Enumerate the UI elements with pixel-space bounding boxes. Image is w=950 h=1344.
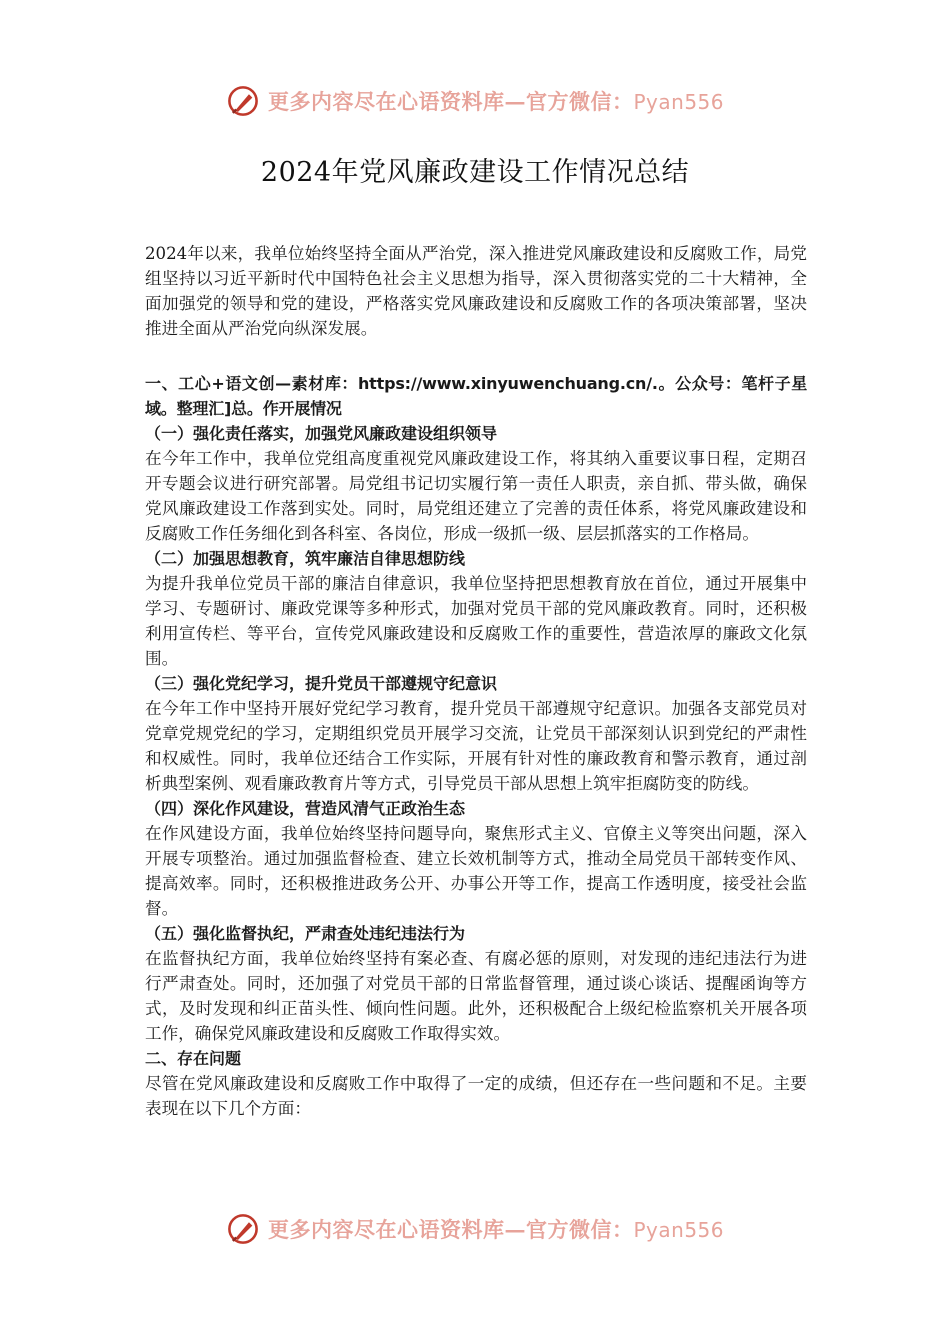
pen-nib-logo-icon xyxy=(226,1212,260,1246)
document-title: 2024年党风廉政建设工作情况总结 xyxy=(260,157,690,188)
watermark-text xyxy=(268,86,724,116)
watermark-id: Pyan556 xyxy=(633,1218,724,1242)
item-5-heading: （五）强化监督执纪，严肃查处违纪违法行为 xyxy=(145,924,466,943)
watermark-label: 更多内容尽在心语资料库—官方微信： xyxy=(267,1217,634,1242)
item-4-body: 在作风建设方面，我单位始终坚持问题导向，聚焦形式主义、官僚主义等突出问题，深入开展专项整治。通过加强监督检查、建立长效机制等方式，推动全局党员干部转变作风、提高效率。同时，还积极推进政务公开、办事公开等工作，提高工作透明度，接受社会监督。 xyxy=(145,824,807,918)
watermark-footer xyxy=(0,1212,950,1246)
watermark-text xyxy=(268,1214,724,1244)
watermark-header xyxy=(0,84,950,118)
item-1-heading: （一）强化责任落实，加强党风廉政建设组织领导 xyxy=(145,424,498,443)
item-2-body: 为提升我单位党员干部的廉洁自律意识，我单位坚持把思想教育放在首位，通过开展集中学习、专题研讨、廉政党课等多种形式，加强对党员干部的党风廉政教育。同时，还积极利用宣传栏、等平台，宣传党风廉政建设和反腐败工作的重要性，营造浓厚的廉政文化氛围。 xyxy=(145,574,807,668)
watermark-label: 更多内容尽在心语资料库—官方微信： xyxy=(267,89,634,114)
item-1-body: 在今年工作中，我单位党组高度重视党风廉政建设工作，将其纳入重要议事日程，定期召开专题会议进行研究部署。局党组书记切实履行第一责任人职责，亲自抓、带头做，确保党风廉政建设工作落到实处。同时，局党组还建立了完善的责任体系，将党风廉政建设和反腐败工作任务细化到各科室、各岗位，形成一级抓一级、层层抓落实的工作格局。 xyxy=(145,449,807,543)
intro-paragraph: 2024年以来，我单位始终坚持全面从严治党，深入推进党风廉政建设和反腐败工作，局党组坚持以习近平新时代中国特色社会主义思想为指导，深入贯彻落实党的二十大精神，全面加强党的领导和党的建设，严格落实党风廉政建设和反腐败工作的各项决策部署，坚决推进全面从严治党向纵深发展。 xyxy=(145,244,807,338)
item-3-body: 在今年工作中坚持开展好党纪学习教育，提升党员干部遵规守纪意识。加强各支部党员对党章党规党纪的学习，定期组织党员开展学习交流，让党员干部深刻认识到党纪的严肃性和权威性。同时，我单位还结合工作实际，开展有针对性的廉政教育和警示教育，通过剖析典型案例、观看廉政教育片等方式，引导党员干部从思想上筑牢拒腐防变的防线。 xyxy=(145,699,807,793)
watermark-id: Pyan556 xyxy=(633,90,724,114)
section-1-heading: 一、工心+语文创—素材库：https://www.xinyuwenchuang.cn/.。公众号：笔杆子星域。整理汇]总。作开展情况 xyxy=(145,374,807,418)
document-body xyxy=(145,241,807,1121)
section-2-heading: 二、存在问题 xyxy=(145,1049,242,1068)
item-2-heading: （二）加强思想教育，筑牢廉洁自律思想防线 xyxy=(145,549,466,568)
pen-nib-logo-icon xyxy=(226,84,260,118)
section-2-body: 尽管在党风廉政建设和反腐败工作中取得了一定的成绩，但还存在一些问题和不足。主要表现在以下几个方面： xyxy=(145,1074,807,1118)
item-5-body: 在监督执纪方面，我单位始终坚持有案必查、有腐必惩的原则，对发现的违纪违法行为进行严肃查处。同时，还加强了对党员干部的日常监督管理，通过谈心谈话、提醒函询等方式，及时发现和纠正苗头性、倾向性问题。此外，还积极配合上级纪检监察机关开展各项工作，确保党风廉政建设和反腐败工作取得实效。 xyxy=(145,949,807,1043)
item-4-heading: （四）深化作风建设，营造风清气正政治生态 xyxy=(145,799,466,818)
item-3-heading: （三）强化党纪学习，提升党员干部遵规守纪意识 xyxy=(145,674,498,693)
